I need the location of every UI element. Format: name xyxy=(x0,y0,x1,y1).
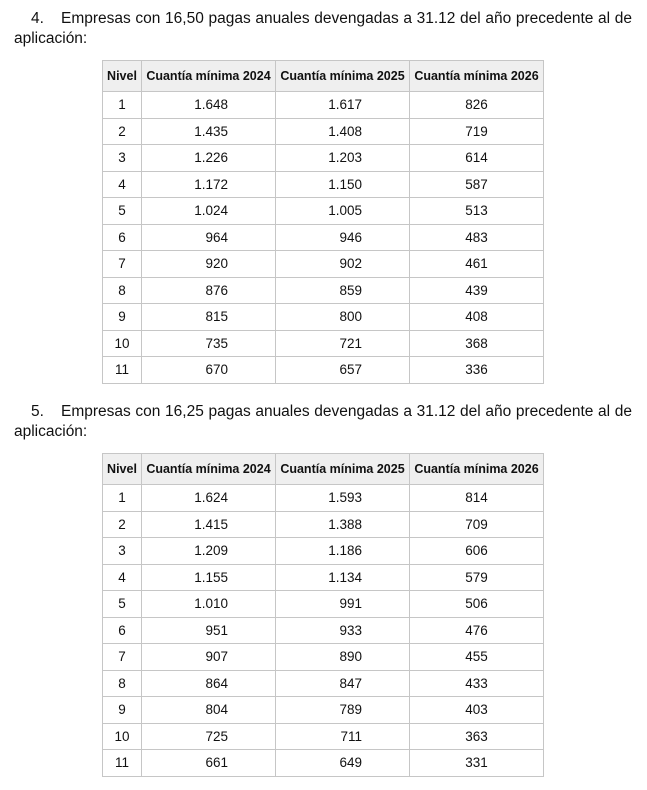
cell-cuantia-2026: 513 xyxy=(410,198,544,225)
table-row xyxy=(103,591,544,618)
cell-cuantia-2024: 1.155 xyxy=(142,564,276,591)
table-row xyxy=(103,670,544,697)
cell-cuantia-2024: 907 xyxy=(142,644,276,671)
cell-cuantia-2025: 847 xyxy=(276,670,410,697)
cell-cuantia-2026: 461 xyxy=(410,251,544,278)
cell-nivel: 1 xyxy=(103,485,142,512)
cell-cuantia-2024: 1.172 xyxy=(142,171,276,198)
table-row xyxy=(103,697,544,724)
cell-cuantia-2024: 864 xyxy=(142,670,276,697)
cell-cuantia-2024: 1.624 xyxy=(142,485,276,512)
cell-cuantia-2026: 709 xyxy=(410,511,544,538)
header-cuantia-2024: Cuantía mínima 2024 xyxy=(142,61,276,92)
cell-nivel: 8 xyxy=(103,670,142,697)
table-row xyxy=(103,564,544,591)
table-row xyxy=(103,511,544,538)
section-5-text: Empresas con 16,25 pagas anuales devengadas a 31.12 del año precedente al de aplicación: xyxy=(14,403,632,440)
cell-cuantia-2024: 920 xyxy=(142,251,276,278)
cell-cuantia-2026: 587 xyxy=(410,171,544,198)
cell-cuantia-2024: 951 xyxy=(142,617,276,644)
table-row xyxy=(103,330,544,357)
table-row xyxy=(103,145,544,172)
table-row xyxy=(103,198,544,225)
table-row xyxy=(103,617,544,644)
cell-cuantia-2024: 964 xyxy=(142,224,276,251)
header-cuantia-2025: Cuantía mínima 2025 xyxy=(276,454,410,485)
table-row xyxy=(103,723,544,750)
cell-cuantia-2026: 363 xyxy=(410,723,544,750)
cell-nivel: 4 xyxy=(103,171,142,198)
cell-cuantia-2026: 614 xyxy=(410,145,544,172)
section-5-number: 5. xyxy=(31,403,44,420)
cell-nivel: 5 xyxy=(103,198,142,225)
cell-nivel: 11 xyxy=(103,750,142,777)
header-nivel: Nivel xyxy=(103,61,142,92)
header-nivel: Nivel xyxy=(103,454,142,485)
cell-cuantia-2024: 1.435 xyxy=(142,118,276,145)
table-row xyxy=(103,750,544,777)
cell-cuantia-2025: 721 xyxy=(276,330,410,357)
cell-cuantia-2026: 719 xyxy=(410,118,544,145)
cell-cuantia-2025: 649 xyxy=(276,750,410,777)
cell-cuantia-2026: 606 xyxy=(410,538,544,565)
cell-nivel: 3 xyxy=(103,538,142,565)
cell-cuantia-2025: 1.134 xyxy=(276,564,410,591)
cell-nivel: 6 xyxy=(103,224,142,251)
cell-cuantia-2025: 1.408 xyxy=(276,118,410,145)
cell-nivel: 5 xyxy=(103,591,142,618)
cell-cuantia-2025: 1.593 xyxy=(276,485,410,512)
table-row xyxy=(103,92,544,119)
cell-cuantia-2025: 1.388 xyxy=(276,511,410,538)
cell-cuantia-2026: 483 xyxy=(410,224,544,251)
cell-nivel: 10 xyxy=(103,330,142,357)
cell-nivel: 2 xyxy=(103,511,142,538)
cell-cuantia-2025: 859 xyxy=(276,277,410,304)
cell-cuantia-2026: 331 xyxy=(410,750,544,777)
section-4-paragraph xyxy=(14,9,632,49)
table-header-row xyxy=(103,454,544,485)
cell-nivel: 11 xyxy=(103,357,142,384)
table-row xyxy=(103,644,544,671)
cell-cuantia-2025: 1.186 xyxy=(276,538,410,565)
cell-cuantia-2026: 476 xyxy=(410,617,544,644)
cell-nivel: 4 xyxy=(103,564,142,591)
cell-cuantia-2025: 902 xyxy=(276,251,410,278)
cell-cuantia-2025: 946 xyxy=(276,224,410,251)
cell-cuantia-2024: 815 xyxy=(142,304,276,331)
cell-nivel: 10 xyxy=(103,723,142,750)
cell-cuantia-2026: 439 xyxy=(410,277,544,304)
cell-cuantia-2026: 506 xyxy=(410,591,544,618)
header-cuantia-2026: Cuantía mínima 2026 xyxy=(410,61,544,92)
cell-cuantia-2024: 1.226 xyxy=(142,145,276,172)
cell-cuantia-2025: 789 xyxy=(276,697,410,724)
cell-cuantia-2025: 1.005 xyxy=(276,198,410,225)
cell-cuantia-2025: 1.617 xyxy=(276,92,410,119)
cell-cuantia-2024: 1.415 xyxy=(142,511,276,538)
table-row xyxy=(103,277,544,304)
cell-cuantia-2026: 336 xyxy=(410,357,544,384)
cell-cuantia-2025: 711 xyxy=(276,723,410,750)
cell-nivel: 6 xyxy=(103,617,142,644)
section-5-table xyxy=(102,453,544,777)
table-row xyxy=(103,171,544,198)
cell-cuantia-2024: 1.010 xyxy=(142,591,276,618)
table-row xyxy=(103,485,544,512)
cell-cuantia-2026: 826 xyxy=(410,92,544,119)
table-header-row xyxy=(103,61,544,92)
cell-cuantia-2025: 991 xyxy=(276,591,410,618)
cell-cuantia-2024: 661 xyxy=(142,750,276,777)
cell-nivel: 7 xyxy=(103,251,142,278)
section-4-table xyxy=(102,60,544,384)
cell-cuantia-2025: 1.150 xyxy=(276,171,410,198)
cell-cuantia-2024: 735 xyxy=(142,330,276,357)
cell-cuantia-2024: 804 xyxy=(142,697,276,724)
cell-cuantia-2024: 1.024 xyxy=(142,198,276,225)
header-cuantia-2025: Cuantía mínima 2025 xyxy=(276,61,410,92)
header-cuantia-2026: Cuantía mínima 2026 xyxy=(410,454,544,485)
cell-cuantia-2026: 579 xyxy=(410,564,544,591)
section-4-number: 4. xyxy=(31,10,44,27)
cell-cuantia-2026: 408 xyxy=(410,304,544,331)
cell-cuantia-2025: 1.203 xyxy=(276,145,410,172)
cell-cuantia-2024: 1.209 xyxy=(142,538,276,565)
cell-cuantia-2025: 890 xyxy=(276,644,410,671)
cell-nivel: 2 xyxy=(103,118,142,145)
cell-cuantia-2025: 933 xyxy=(276,617,410,644)
cell-cuantia-2024: 1.648 xyxy=(142,92,276,119)
table-row xyxy=(103,304,544,331)
cell-nivel: 7 xyxy=(103,644,142,671)
cell-cuantia-2026: 455 xyxy=(410,644,544,671)
section-4-text: Empresas con 16,50 pagas anuales devengadas a 31.12 del año precedente al de aplicación: xyxy=(14,10,632,47)
table-row xyxy=(103,357,544,384)
cell-nivel: 1 xyxy=(103,92,142,119)
section-5-paragraph xyxy=(14,402,632,442)
cell-nivel: 9 xyxy=(103,697,142,724)
table-row xyxy=(103,118,544,145)
table-row xyxy=(103,538,544,565)
cell-cuantia-2024: 670 xyxy=(142,357,276,384)
cell-nivel: 3 xyxy=(103,145,142,172)
cell-cuantia-2026: 433 xyxy=(410,670,544,697)
cell-nivel: 9 xyxy=(103,304,142,331)
cell-cuantia-2025: 657 xyxy=(276,357,410,384)
table-row xyxy=(103,224,544,251)
cell-nivel: 8 xyxy=(103,277,142,304)
cell-cuantia-2026: 368 xyxy=(410,330,544,357)
header-cuantia-2024: Cuantía mínima 2024 xyxy=(142,454,276,485)
cell-cuantia-2024: 876 xyxy=(142,277,276,304)
cell-cuantia-2026: 403 xyxy=(410,697,544,724)
cell-cuantia-2025: 800 xyxy=(276,304,410,331)
cell-cuantia-2024: 725 xyxy=(142,723,276,750)
table-row xyxy=(103,251,544,278)
cell-cuantia-2026: 814 xyxy=(410,485,544,512)
